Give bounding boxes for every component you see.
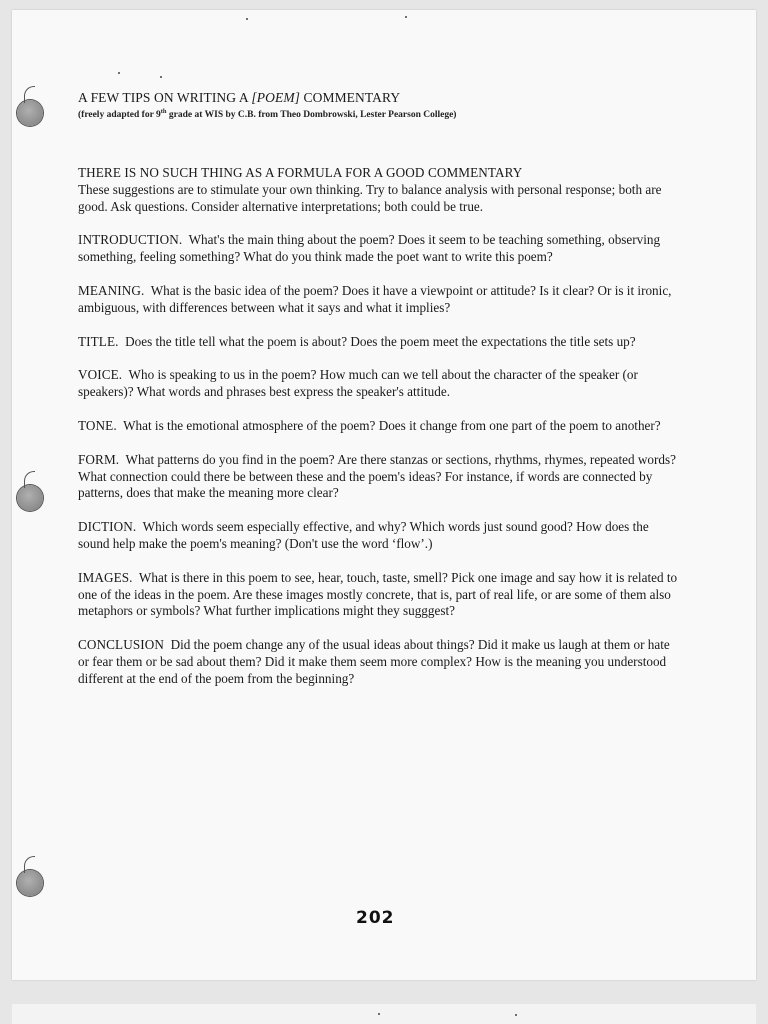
punch-hole-middle	[17, 485, 43, 511]
punch-hole-top	[17, 100, 43, 126]
section-introduction	[78, 232, 678, 266]
section-body: What patterns do you find in the poem? Are there stanzas or sections, rhythms, rhymes, repeated words? What connection could there be between these and the poem's ideas? For instance, if words are connected by patterns, does that make the meaning more clear?	[78, 451, 676, 501]
section-heading: INTRODUCTION.	[78, 232, 183, 248]
scan-speck	[118, 72, 120, 74]
section-formula	[78, 165, 678, 215]
section-body: Does the title tell what the poem is about? Does the poem meet the expectations the title sets up?	[125, 333, 636, 349]
section-images	[78, 570, 678, 620]
title-text-poem: [POEM]	[251, 90, 301, 105]
section-heading: THERE IS NO SUCH THING AS A FORMULA FOR A GOOD COMMENTARY	[78, 165, 523, 180]
section-tone	[78, 418, 678, 435]
section-form	[78, 452, 678, 502]
scan-speck	[378, 1013, 380, 1015]
punch-hole-bottom	[17, 870, 43, 896]
section-meaning	[78, 283, 678, 317]
section-body: These suggestions are to stimulate your own thinking. Try to balance analysis with personal response; both are good. Ask questions. Consider alternative interpretations; both could be true.	[78, 181, 662, 214]
section-body: Which words seem especially effective, and why? Which words just sound good? How does the sound help make the poem's meaning? (Don't use the word ‘flow’.)	[78, 519, 649, 551]
section-heading: TITLE.	[78, 333, 119, 349]
section-voice	[78, 367, 678, 401]
subtitle-text-end: grade at WIS by C.B. from Theo Dombrowski, Lester Pearson College)	[166, 110, 457, 121]
title-text-start: A FEW TIPS ON WRITING A	[78, 90, 252, 105]
section-body: Did the poem change any of the usual ideas about things? Did it make us laugh at them or hate or fear them or be sad about them? Did it make them seem more complex? How is the meaning you understood different at the end of the poem from the beginning?	[78, 637, 670, 686]
scan-speck	[405, 16, 407, 18]
section-heading: TONE.	[78, 417, 117, 433]
section-body: Who is speaking to us in the poem? How much can we tell about the character of the speaker (or speakers)? What words and phrases best express the speaker's attitude.	[78, 367, 638, 400]
section-heading: VOICE.	[78, 367, 123, 383]
section-heading: IMAGES.	[78, 569, 133, 585]
section-body: What is the emotional atmosphere of the poem? Does it change from one part of the poem to another?	[123, 417, 661, 433]
section-body: What is there in this poem to see, hear, touch, taste, smell? Pick one image and say how it is related to one of the ideas in the poem. Are these images mostly concrete, that is, part of real life, or are some of them also metaphors or symbols? What further implications might they sugggest?	[78, 569, 678, 619]
next-page-edge	[12, 1004, 756, 1024]
document-title	[78, 90, 400, 106]
document-subtitle	[78, 108, 456, 120]
scan-speck	[160, 76, 162, 78]
document-body	[78, 165, 678, 705]
page-number: 202	[356, 908, 395, 928]
scan-speck	[515, 1014, 517, 1016]
section-heading: MEANING.	[78, 282, 145, 298]
section-heading: DICTION.	[78, 519, 137, 535]
scan-speck	[246, 18, 248, 20]
title-text-end: COMMENTARY	[300, 90, 401, 105]
section-body: What is the basic idea of the poem? Does it have a viewpoint or attitude? Is it clear? Or is it ironic, ambiguous, with differences between what it says and what it implies?	[78, 282, 672, 315]
subtitle-superscript: th	[160, 108, 167, 115]
section-heading: FORM.	[78, 451, 120, 467]
section-heading: CONCLUSION	[78, 637, 164, 653]
subtitle-text-start: (freely adapted for 9	[78, 110, 161, 121]
section-conclusion	[78, 637, 678, 687]
section-body: What's the main thing about the poem? Does it seem to be teaching something, observing something, feeling something? What do you think made the poet want to write this poem?	[78, 232, 661, 265]
section-title	[78, 334, 678, 351]
section-diction	[78, 519, 678, 553]
